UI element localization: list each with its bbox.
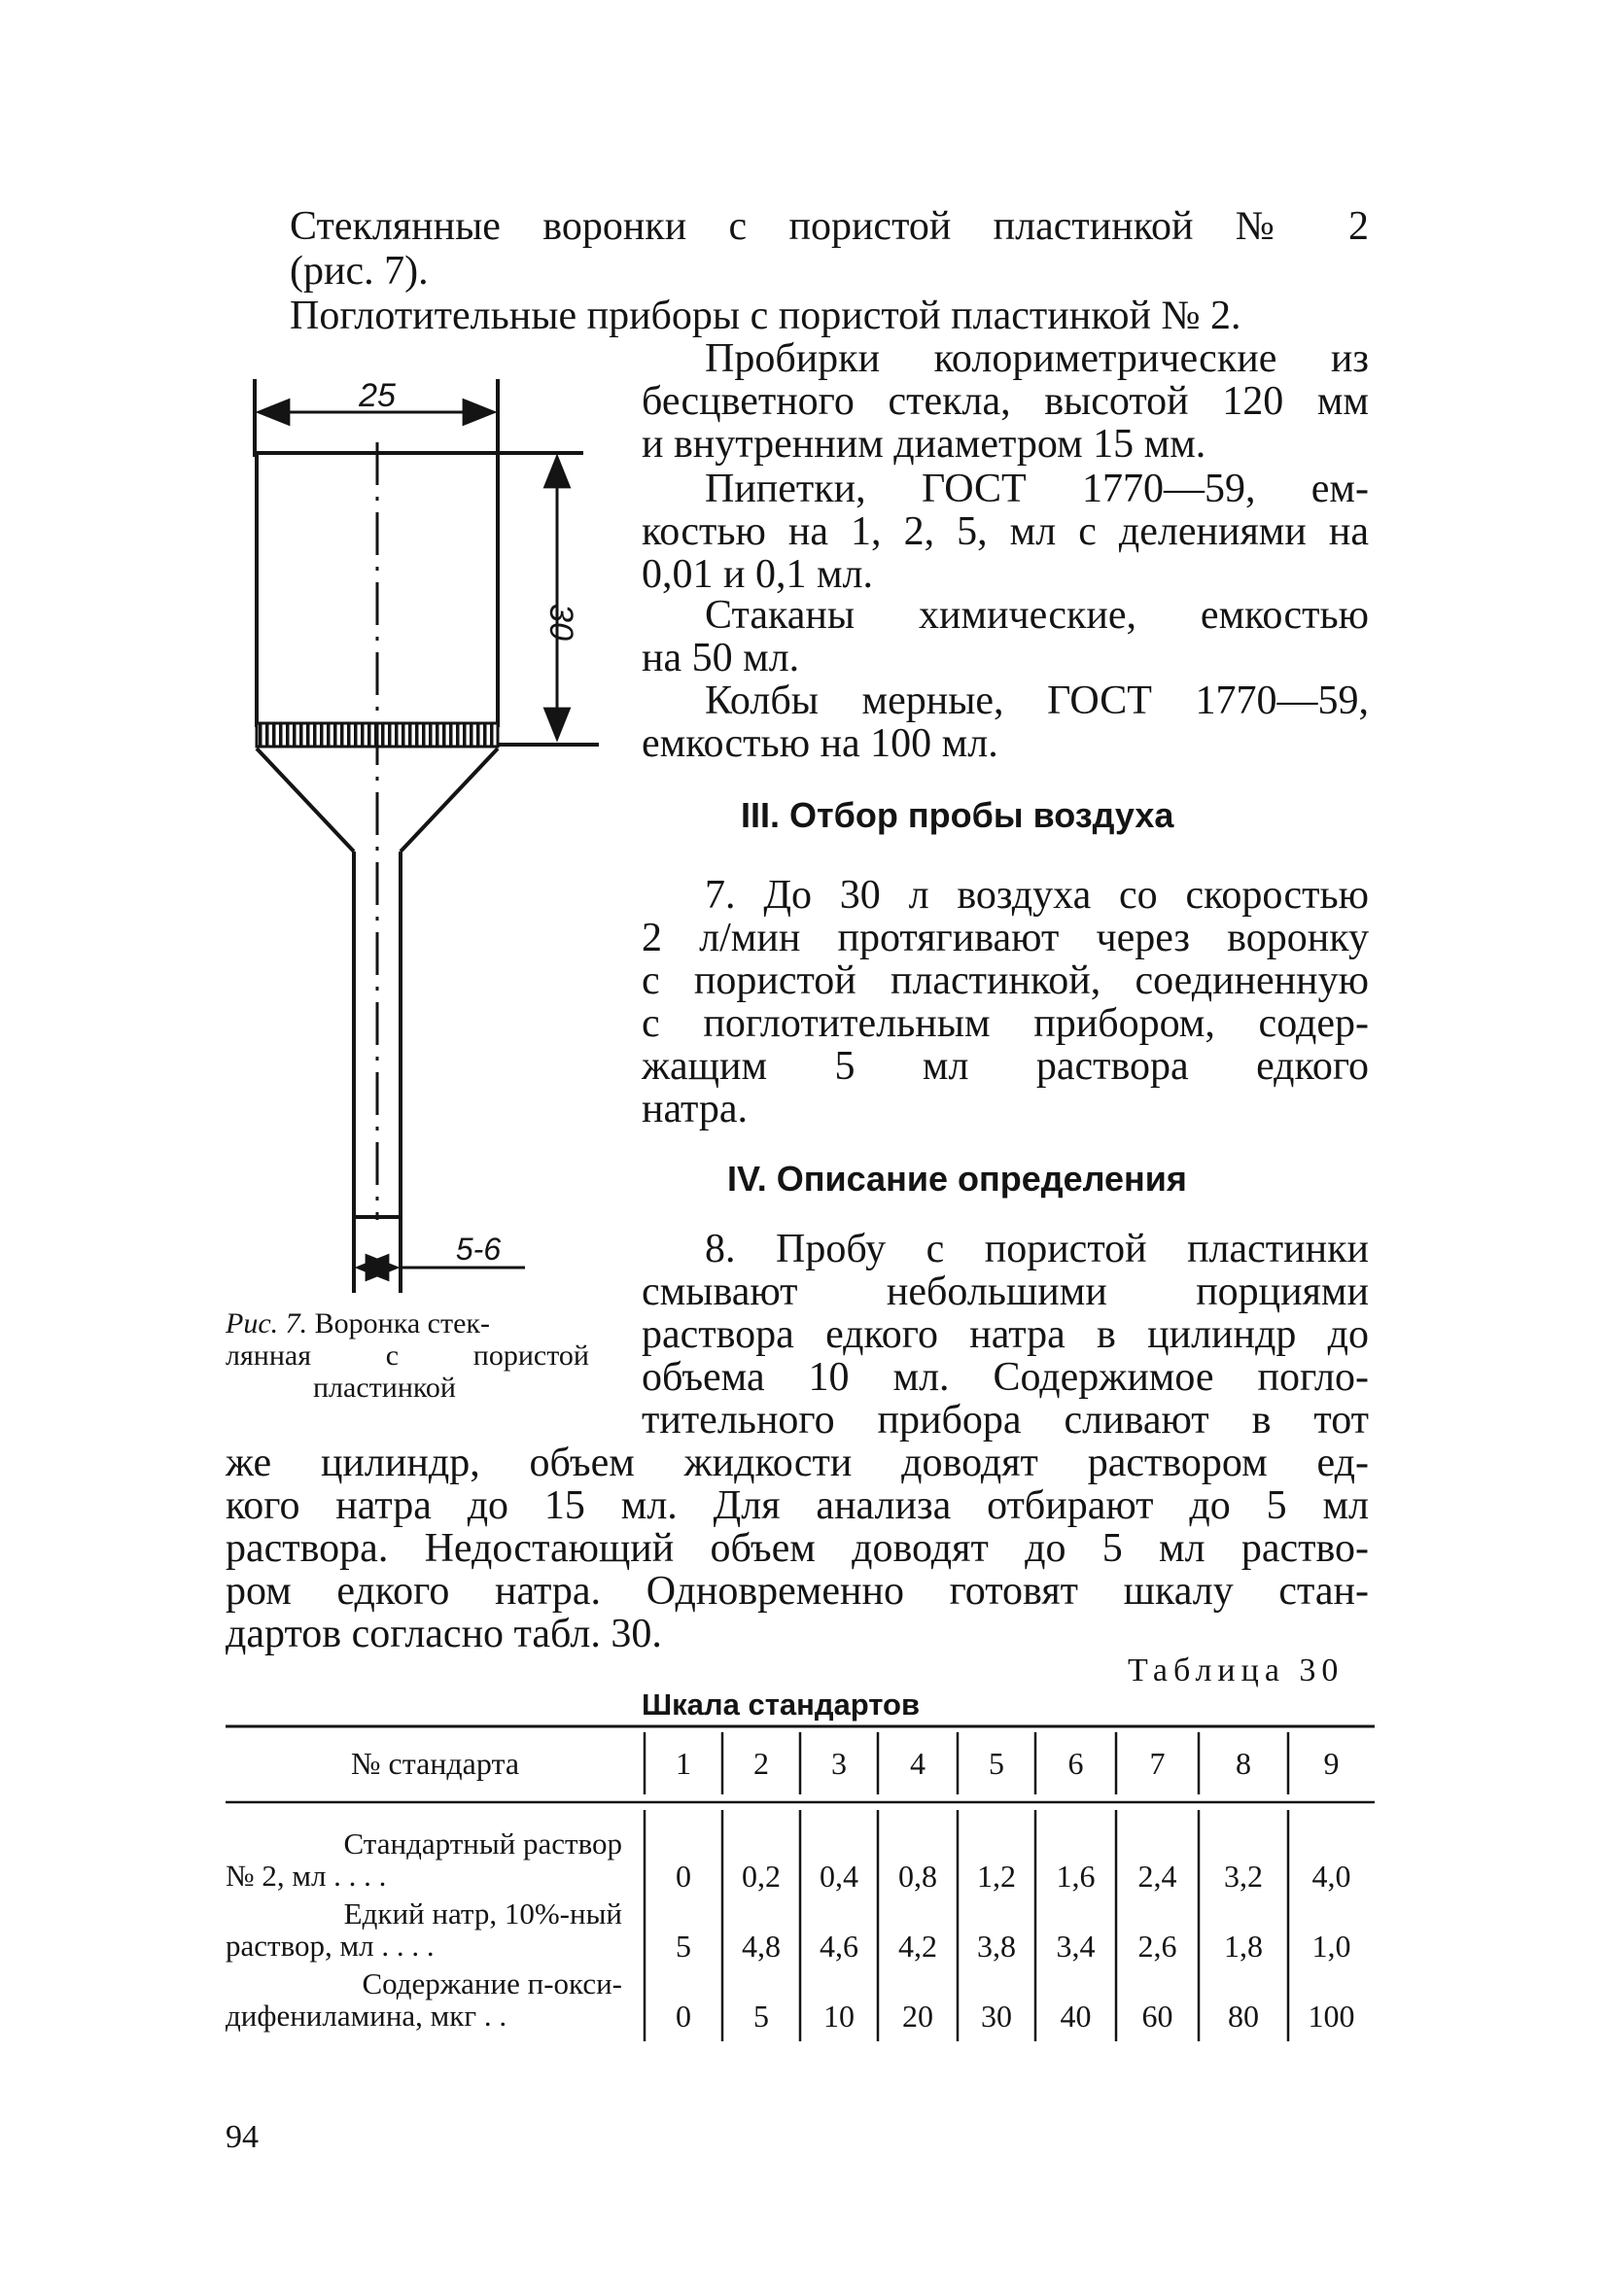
figure-caption-line2: лянная с пористой xyxy=(226,1339,589,1372)
table-row-label: Стандартный раствор xyxy=(343,1826,622,1861)
table-cell: 10 xyxy=(823,1999,855,2034)
table-cell: 2,6 xyxy=(1137,1929,1177,1964)
table-header-cell: 5 xyxy=(989,1746,1004,1781)
table-number: Таблица 30 xyxy=(1128,1652,1345,1688)
para-tubes-line1: Пробирки колориметрические из xyxy=(705,336,1369,381)
table-cell: 40 xyxy=(1060,1999,1092,2034)
para-7-line6: натра. xyxy=(642,1087,749,1131)
para-7-line5: жащим 5 мл раствора едкого xyxy=(642,1044,1369,1089)
para-8-line3: раствора едкого натра в цилиндр до xyxy=(642,1312,1369,1357)
table-header-cell: 4 xyxy=(910,1746,926,1781)
table-cell: 30 xyxy=(981,1999,1012,2034)
table-cell: 3,2 xyxy=(1224,1859,1263,1894)
table-cell: 4,2 xyxy=(898,1929,937,1964)
funnel-cone-right xyxy=(401,748,498,852)
dimension-width-label: 25 xyxy=(359,377,396,414)
table-row-label: Едкий натр, 10%-ный xyxy=(343,1896,622,1931)
table-cell: 5 xyxy=(753,1999,769,2034)
table-header-cell: 8 xyxy=(1236,1746,1251,1781)
table-header-cell: 9 xyxy=(1323,1746,1340,1781)
table-cell: 2,4 xyxy=(1137,1859,1177,1894)
para-8-line6: же цилиндр, объем жидкости доводят раствором ед- xyxy=(226,1441,1369,1485)
para-8-line7: кого натра до 15 мл. Для анализа отбирают до 5 мл xyxy=(226,1483,1369,1528)
table-header-cell: 3 xyxy=(831,1746,847,1781)
table-cell: 0,4 xyxy=(820,1859,858,1894)
table-cell: 4,6 xyxy=(820,1929,858,1964)
table-header-cell: 2 xyxy=(753,1746,769,1781)
para-8-line4: объема 10 мл. Содержимое погло- xyxy=(642,1355,1369,1400)
table-cell: 0,8 xyxy=(898,1859,937,1894)
para-7-line2: 2 л/мин протягивают через воронку xyxy=(642,916,1369,960)
table-cell: 1,8 xyxy=(1224,1929,1263,1964)
table-row-label: Содержание п-окси- xyxy=(362,1966,622,2000)
table-cell: 1,6 xyxy=(1056,1859,1096,1894)
table-cell: 4,8 xyxy=(742,1929,781,1964)
table-row-label-cont: № 2, мл . . . . xyxy=(226,1859,387,1893)
table-cell: 1,2 xyxy=(977,1859,1016,1894)
para-7-line3: с пористой пластинкой, соединенную xyxy=(642,958,1369,1003)
figure-caption-line3: пластинкой xyxy=(313,1372,456,1404)
table-cell: 100 xyxy=(1308,1999,1355,2034)
dimension-height-label: 30 xyxy=(542,604,579,641)
para-funnels-line1: Стеклянные воронки с пористой пластинкой № 2 xyxy=(290,204,1369,249)
para-7-line4: с поглотительным прибором, содер- xyxy=(642,1001,1369,1046)
para-8-line1: 8. Пробу с пористой пластинки xyxy=(705,1227,1369,1271)
para-absorbers: Поглотительные приборы с пористой пластинкой № 2. xyxy=(290,294,1241,338)
table-cell: 0 xyxy=(676,1859,691,1894)
para-beakers-line1: Стаканы химические, емкостью xyxy=(705,593,1369,638)
table-cell: 80 xyxy=(1228,1999,1259,2034)
table-cell: 1,0 xyxy=(1311,1929,1351,1964)
table-cell: 5 xyxy=(676,1929,691,1964)
para-8-line5: тительного прибора сливают в тот xyxy=(642,1398,1369,1443)
table-header-cell: 7 xyxy=(1149,1746,1166,1781)
para-flasks-line2: емкостью на 100 мл. xyxy=(642,721,998,766)
para-8-line10: дартов согласно табл. 30. xyxy=(226,1612,662,1656)
table-cell: 0,2 xyxy=(742,1859,781,1894)
para-8-line8: раствора. Недостающий объем доводят до 5 мл раство- xyxy=(226,1526,1369,1571)
table-row-label-cont: раствор, мл . . . . xyxy=(226,1929,435,1963)
table-cell: 3,4 xyxy=(1056,1929,1096,1964)
para-7-line1: 7. До 30 л воздуха со скоростью xyxy=(705,873,1369,918)
para-8-line2: смывают небольшими порциями xyxy=(642,1270,1369,1314)
para-8-line9: ром едкого натра. Одновременно готовят шкалу стан- xyxy=(226,1569,1369,1614)
para-flasks-line1: Колбы мерные, ГОСТ 1770—59, xyxy=(705,678,1369,723)
para-tubes-line2: бесцветного стекла, высотой 120 мм xyxy=(642,379,1369,424)
table-header-cell: 6 xyxy=(1067,1746,1084,1781)
para-pipettes-line2: костью на 1, 2, 5, мл с делениями на xyxy=(642,509,1369,554)
table-cell: 20 xyxy=(902,1999,933,2034)
table-caption: Шкала стандартов xyxy=(642,1687,921,1722)
para-tubes-line3: и внутренним диаметром 15 мм. xyxy=(642,422,1206,467)
para-pipettes-line1: Пипетки, ГОСТ 1770—59, ем- xyxy=(705,467,1369,511)
table-cell: 3,8 xyxy=(977,1929,1016,1964)
heading-air-sampling: III. Отбор пробы воздуха xyxy=(741,795,1174,835)
page-number: 94 xyxy=(226,2119,259,2155)
heading-determination: IV. Описание определения xyxy=(727,1159,1187,1199)
para-pipettes-line3: 0,01 и 0,1 мл. xyxy=(642,552,874,597)
table-cell: 0 xyxy=(676,1999,691,2034)
funnel-cone-left xyxy=(257,748,354,852)
dimension-stem-label: 5-6 xyxy=(455,1232,502,1267)
figure-caption-line1: Рис. 7. Воронка стек- xyxy=(226,1307,490,1339)
table-row-label-cont: дифениламина, мкг . . xyxy=(226,1999,507,2033)
table-header-cell: 1 xyxy=(676,1746,691,1781)
table-cell: 60 xyxy=(1141,1999,1173,2034)
para-beakers-line2: на 50 мл. xyxy=(642,636,800,680)
para-funnels-line2: (рис. 7). xyxy=(290,249,429,294)
table-header-label: № стандарта xyxy=(350,1746,520,1781)
table-cell: 4,0 xyxy=(1311,1859,1351,1894)
